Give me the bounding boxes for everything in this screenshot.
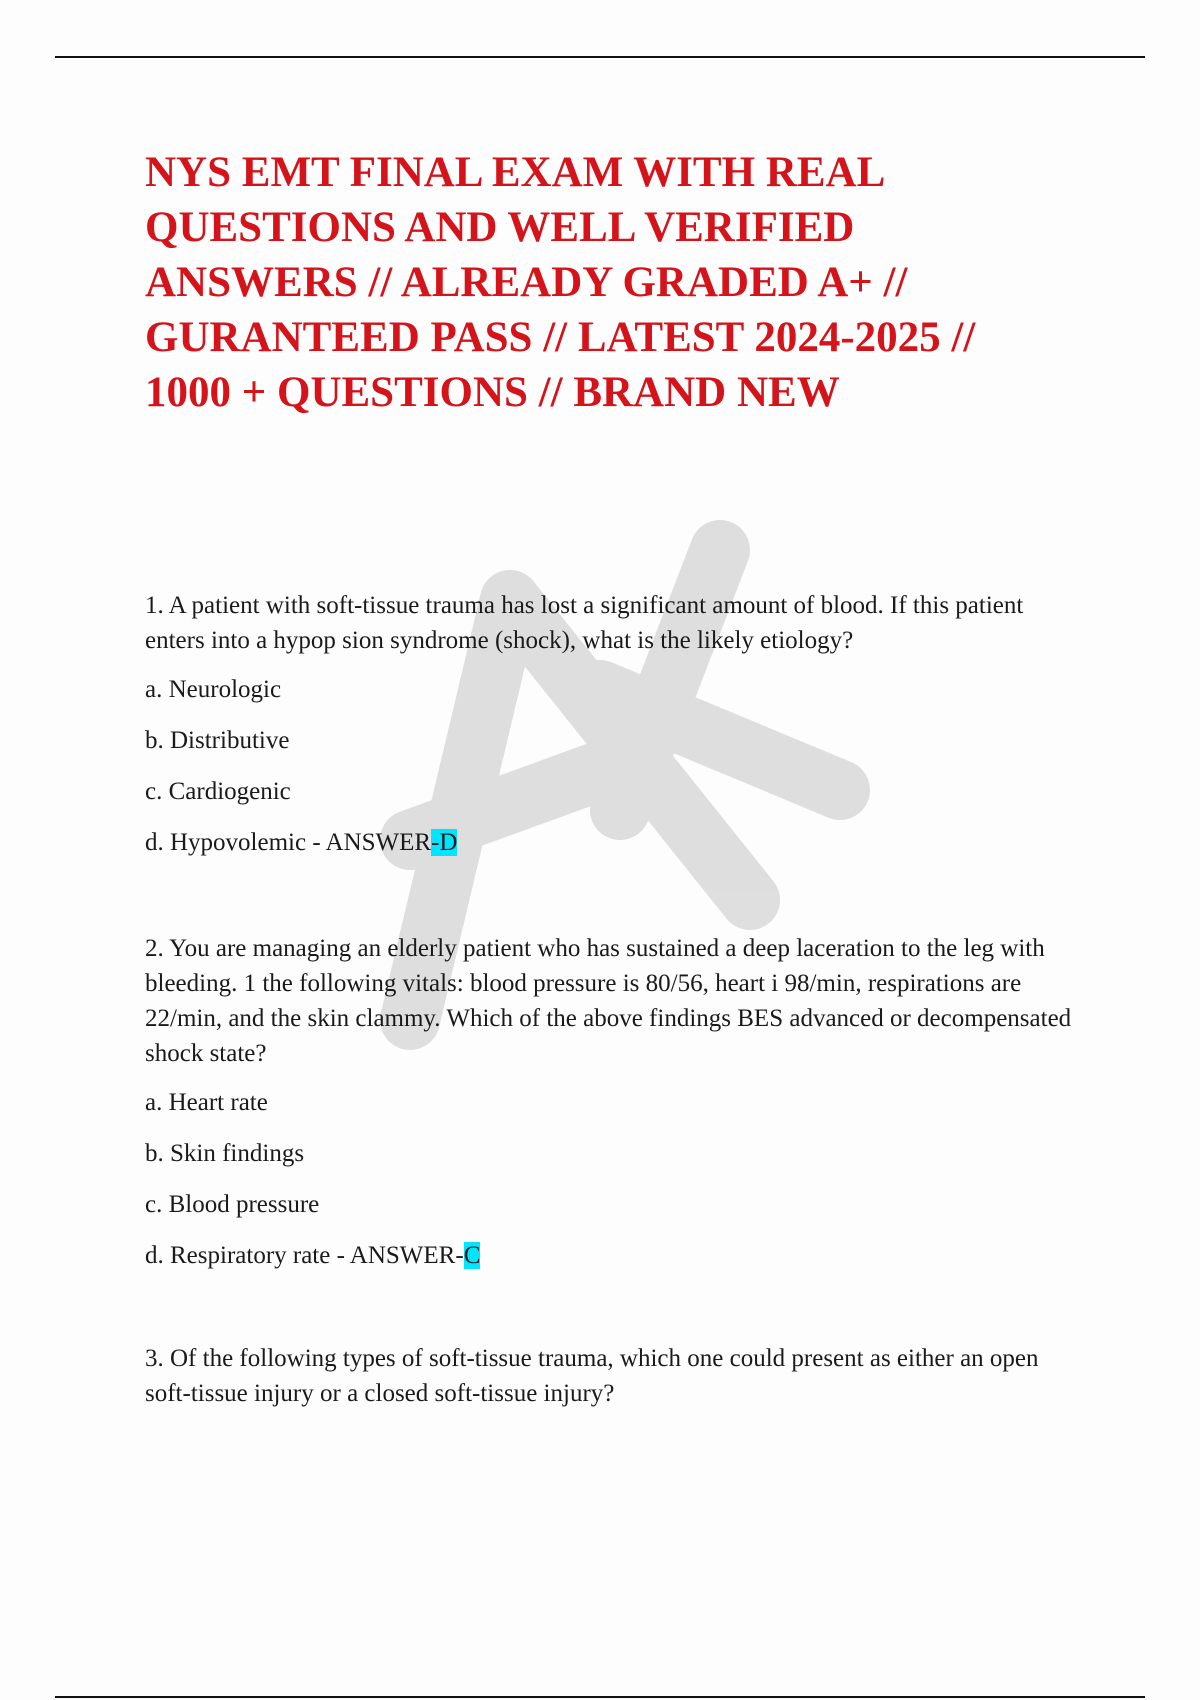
document-title: NYS EMT FINAL EXAM WITH REAL QUESTIONS AND WELL VERIFIED ANSWERS // ALREADY GRADED A+ // GURANTEED PASS // LATEST 2024-2025 // 1000 + QUESTIONS // BRAND NEW [145,149,976,416]
question-3-stem: 3. Of the following types of soft-tissue trauma, which one could present as either an open soft-tissue injury or a closed soft-tissue injury? [145,1345,1039,1407]
question-1-option-d [145,825,1075,876]
question-2-option-a: a. Heart rate [145,1089,268,1116]
question-3 [145,1341,1075,1411]
question-1-stem: 1. A patient with soft-tissue trauma has lost a significant amount of blood. If this patient enters into a hypop sion syndrome (shock), what is the likely etiology? [145,592,1024,654]
question-1-option-c: c. Cardiogenic [145,778,291,805]
question-2 [145,931,1075,1341]
question-2-stem: 2. You are managing an elderly patient who has sustained a deep laceration to the leg with bleeding. 1 the following vitals: blood pressure is 80/56, heart i 98/min, respirations are 22/min, and the skin clammy. Which of the above findings BES advanced or decompensated shock state? [145,935,1072,1067]
question-1-option-b: b. Distributive [145,727,290,754]
question-1-option-a: a. Neurologic [145,676,282,703]
questions-list [145,588,1075,1425]
question-1 [145,588,1075,931]
question-2-option-c: c. Blood pressure [145,1191,320,1218]
bottom-rule [55,1696,1145,1698]
question-2-option-b: b. Skin findings [145,1140,305,1167]
question-1-option-d-text: d. Hypovolemic - ANSWER [145,829,432,856]
question-2-option-d [145,1238,1075,1289]
question-1-answer-highlight: -D [431,829,458,856]
question-2-answer-highlight: C [463,1242,481,1269]
top-rule [55,56,1145,58]
question-2-option-d-text: d. Respiratory rate - ANSWER- [145,1242,464,1269]
